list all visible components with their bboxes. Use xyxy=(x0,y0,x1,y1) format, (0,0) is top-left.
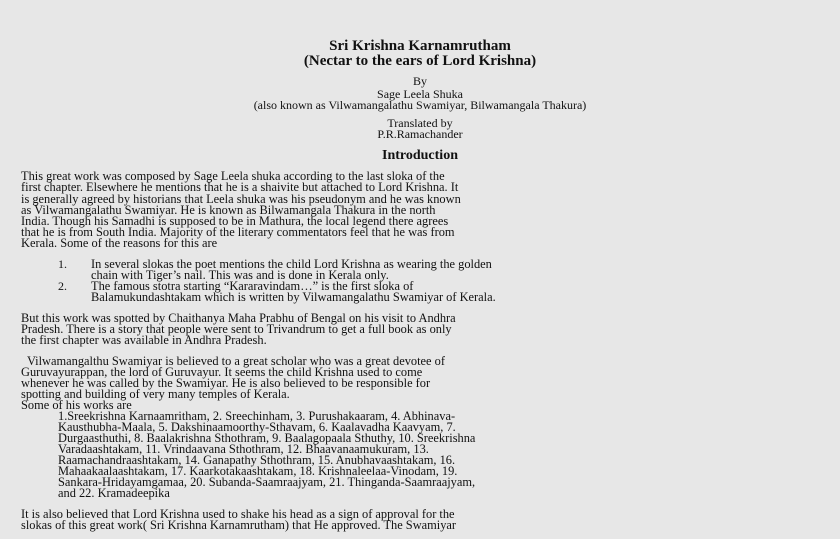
devotee-line: Some of his works are xyxy=(21,398,132,412)
list-item-line: The famous stotra starting “Kararavindam…” is the first sloka of xyxy=(91,279,414,293)
list-number: 1. xyxy=(58,257,67,271)
translator-name: P.R.Ramachander xyxy=(377,127,463,141)
works-line: Kausthubha-Maala, 5. Dakshinaamoorthy-Sthavam, 6. Kaalavadha Kaavyam, 7. xyxy=(58,420,456,434)
section-heading: Introduction xyxy=(382,148,458,163)
intro-line: as Vilwamangalathu Swamiyar. He is known as Bilwamangala Thakura in the north xyxy=(21,203,436,217)
devotee-line: Vilwamangalthu Swamiyar is believed to a great scholar who was a great devotee of xyxy=(21,354,445,368)
list-item-line: chain with Tiger’s nail. This was and is done in Kerala only. xyxy=(91,268,389,282)
spotted-line: But this work was spotted by Chaithanya Maha Prabhu of Bengal on his visit to Andhra xyxy=(21,311,456,325)
by-label: By xyxy=(412,74,427,88)
works-line: and 22. Kramadeepika xyxy=(58,486,170,500)
spotted-line: Pradesh. There is a story that people were sent to Trivandrum to get a full book as only xyxy=(21,322,452,336)
intro-line: first chapter. Elsewhere he mentions that he is a shaivite but attached to Lord Krishna. It xyxy=(21,180,459,194)
devotee-line: Guruvayurappan, the lord of Guruvayur. It seems the child Krishna used to come xyxy=(21,365,423,379)
works-line: Sankara-Hridayamgamaa, 20. Subanda-Saamraajyam, 21. Thinganda-Saamraajyam, xyxy=(58,475,476,489)
list-item-line: Balamukundashtakam which is written by Vilwamangalathu Swamiyar of Kerala. xyxy=(91,290,496,304)
works-line: 1.Sreekrishna Karnaamritham, 2. Sreechinham, 3. Purushakaaram, 4. Abhinava- xyxy=(58,409,456,423)
final-line: It is also believed that Lord Krishna used to shake his head as a sign of approval for the xyxy=(21,507,455,521)
intro-line: Kerala. Some of the reasons for this are xyxy=(21,236,218,250)
works-line: Raamachandraashtakam, 14. Ganapathy Sthothram, 15. Anubhavaashtakam, 16. xyxy=(58,453,456,467)
intro-line: is generally agreed by historians that Leela shuka was his pseudonym and he was known xyxy=(21,192,461,206)
list-number: 2. xyxy=(58,279,67,293)
author-name: Sage Leela Shuka xyxy=(377,87,463,101)
intro-line: India. Though his Samadhi is supposed to be in Mathura, the local legend there agrees xyxy=(21,214,449,228)
devotee-line: whenever he was called by the Swamiyar. He is also believed to be responsible for xyxy=(21,376,431,390)
devotee-line: spotting and building of very many temples of Kerala. xyxy=(21,387,290,401)
translated-by-label: Translated by xyxy=(387,116,453,130)
title-line-2: (Nectar to the ears of Lord Krishna) xyxy=(303,53,537,69)
author-aka: (also known as Vilwamangalathu Swamiyar, Bilwamangala Thakura) xyxy=(253,98,587,112)
works-line: Mahaakaalaashtakam, 17. Kaarkotakaashtakam, 18. Krishnaleelaa-Vinodam, 19. xyxy=(58,464,458,478)
title-line-1: Sri Krishna Karnamrutham xyxy=(329,38,511,54)
list-item-line: In several slokas the poet mentions the child Lord Krishna as wearing the golden xyxy=(91,257,492,271)
works-line: Varadaashtakam, 11. Vrindaavana Sthothram, 12. Bhaavanaamukuram, 13. xyxy=(58,442,429,456)
final-line: slokas of this great work( Sri Krishna Karnamrutham) that He approved. The Swamiyar xyxy=(21,518,457,532)
intro-line: This great work was composed by Sage Leela shuka according to the last sloka of the xyxy=(21,169,445,183)
spotted-line: the first chapter was available in Andhra Pradesh. xyxy=(21,333,267,347)
works-line: Durgaasthuthi, 8. Baalakrishna Sthothram, 9. Baalagopaala Sthuthy, 10. Sreekrishna xyxy=(58,431,476,445)
intro-line: that he is from South India. Majority of the literary commentators feel that he was from xyxy=(21,225,455,239)
